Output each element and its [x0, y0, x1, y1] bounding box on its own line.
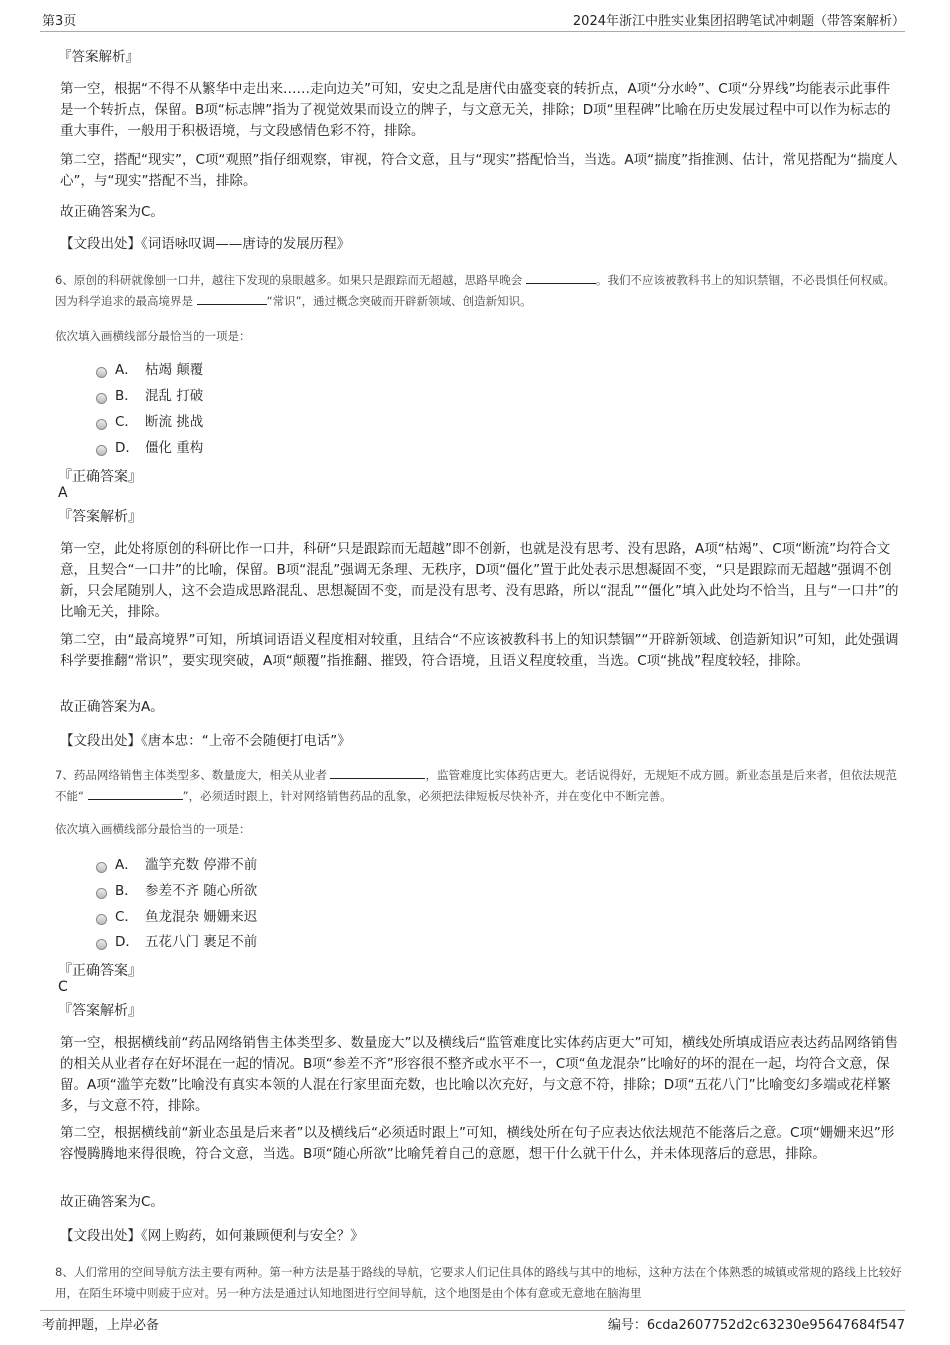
- blank-1: [526, 271, 596, 284]
- conclusion: 故正确答案为A。: [60, 699, 164, 715]
- analysis-paragraph: 第一空，根据“不得不从繁华中走出来……走向边关”可知，安史之乱是唐代由盛变衰的转折点，A项“分水岭”、C项“分界线”均能表示此事件是一个转折点，保留。B项“标志牌”指为了视觉效果而设立的牌子，与文意无关，排除；D项“里程碑”比喻在历史发展过程中可以作为标志的重大事件，一般用于积极语境，与文段感情色彩不符，排除。: [60, 81, 891, 139]
- blank-1: [330, 766, 425, 779]
- source: [60, 234, 900, 255]
- correct-answer: C: [58, 979, 68, 995]
- option-c[interactable]: C． 鱼龙混杂 姗姗来迟: [96, 907, 257, 927]
- analysis-paragraph: 第二空，根据横线前“新业态虽是后来者”以及横线后“必须适时跟上”可知，横线处所在句子应表达依法规范不能落后之意。C项“姗姗来迟”形容慢腾腾地来得很晚，符合文意，当选。B项“随心所欲”比喻凭着自己的意愿，想干什么就干什么，并未体现落后的意思，排除。: [60, 1125, 895, 1162]
- fill-prompt: 依次填入画横线部分最恰当的一项是：: [55, 329, 251, 343]
- question-7-text: 7、药品网络销售主体类型多、数量庞大，相关从业者 ，监管难度比实体药店更大。老话说得好，无规矩不成方圆。新业态虽是后来者，但依法规范不能“ ”，必须适时跟上，针对网络销售药品的乱象，必须把法律短板尽快补齐，并在变化中不断完善。: [55, 768, 897, 803]
- page-number: 第3页: [42, 14, 77, 29]
- radio-button[interactable]: [96, 939, 107, 950]
- radio-button[interactable]: [96, 914, 107, 925]
- analysis-label: 『答案解析』: [58, 49, 139, 65]
- source-label: 【文段出处】: [60, 1228, 141, 1244]
- analysis-label: 『答案解析』: [58, 1003, 142, 1019]
- analysis-paragraph: 第一空，根据横线前“药品网络销售主体类型多、数量庞大”以及横线后“监管难度比实体药店更大”可知，横线处所填成语应表达药品网络销售的相关从业者存在好坏混在一起的情况。B项“参差不齐”形容很不整齐或水平不一，C项“鱼龙混杂”比喻好的坏的混在一起，均符合文意，保留。A项“滥竽充数”比喻没有真实本领的人混在行家里面充数，也比喻以次充好，与文意不符，排除；D项“五花八门”比喻变幻多端或花样繁多，与文意不符，排除。: [60, 1035, 898, 1114]
- option-a[interactable]: A． 枯竭 颠覆: [96, 360, 203, 380]
- analysis-paragraph: 第二空，由“最高境界”可知，所填词语语义程度相对较重，且结合“不应该被教科书上的知识禁锢”“开辟新领域、创造新知识”可知，此处强调科学要推翻“常识”，要实现突破，A项“颠覆”指推翻、摧毁，符合语境，且语义程度较重，当选。C项“挑战”程度较轻，排除。: [60, 632, 899, 669]
- source-title: 《词语咏叹调——唐诗的发展历程》: [141, 236, 351, 252]
- correct-answer-label: 『正确答案』: [58, 469, 142, 485]
- header-divider: [40, 31, 905, 32]
- analysis-paragraph: 第一空，此处将原创的科研比作一口井，科研“只是跟踪而无超越”即不创新，也就是没有思考、没有思路，A项“枯竭”、C项“断流”均符合文意，且契合“一口井”的比喻，保留。B项“混乱”强调无条理、无秩序，D项“僵化”置于此处表示思想凝固不变，“只是跟踪而无超越”强调不创新，只会尾随别人，这不会造成思路混乱、思想凝固不变，而是没有思考、没有思路，所以“混乱”“僵化”填入此处均不恰当，且与“一口井”的比喻无关，排除。: [60, 541, 899, 620]
- option-d[interactable]: D． 僵化 重构: [96, 438, 203, 458]
- option-d[interactable]: D． 五花八门 裹足不前: [96, 932, 257, 952]
- radio-button[interactable]: [96, 367, 107, 378]
- conclusion: 故正确答案为C。: [60, 1194, 164, 1210]
- conclusion: 故正确答案为C。: [60, 204, 164, 220]
- source-label: 【文段出处】: [60, 236, 141, 252]
- correct-answer: A: [58, 485, 68, 501]
- question-6-text: 6、原创的科研就像刨一口井，越往下发现的泉眼越多。如果只是跟踪而无超越，思路早晚会 。我们不应该被教科书上的知识禁锢，不必畏惧任何权威。因为科学追求的最高境界是 “常识”，通过概念突破而开辟新领域、创造新知识。: [55, 273, 895, 308]
- correct-answer-label: 『正确答案』: [58, 963, 142, 979]
- option-a[interactable]: A． 滥竽充数 停滞不前: [96, 855, 257, 875]
- source-label: 【文段出处】: [60, 733, 141, 749]
- option-c[interactable]: C． 断流 挑战: [96, 412, 203, 432]
- option-b[interactable]: B． 参差不齐 随心所欲: [96, 881, 257, 901]
- radio-button[interactable]: [96, 862, 107, 873]
- document-id: 编号：6cda2607752d2c63230e95647684f547: [607, 1318, 905, 1333]
- radio-button[interactable]: [96, 419, 107, 430]
- footer-divider: [40, 1310, 905, 1311]
- blank-2: [197, 292, 267, 305]
- source-title: 《唐本忠：“上帝不会随便打电话”》: [141, 733, 351, 749]
- fill-prompt: 依次填入画横线部分最恰当的一项是：: [55, 822, 251, 836]
- source-title: 《网上购药，如何兼顾便利与安全？》: [141, 1228, 364, 1244]
- radio-button[interactable]: [96, 393, 107, 404]
- question-8-text: 8、人们常用的空间导航方法主要有两种。第一种方法是基于路线的导航，它要求人们记住具体的路线与其中的地标，这种方法在个体熟悉的城镇或常规的路线上比较好用，在陌生环境中则疲于应对。另一种方法是通过认知地图进行空间导航，这个地图是由个体有意或无意地在脑海里: [55, 1265, 902, 1300]
- radio-button[interactable]: [96, 888, 107, 899]
- source: [60, 731, 900, 752]
- source: [60, 1226, 900, 1247]
- analysis-label: 『答案解析』: [58, 509, 142, 525]
- footer-slogan: 考前押题，上岸必备: [42, 1318, 160, 1333]
- analysis-paragraph: 第二空，搭配“现实”，C项“观照”指仔细观察，审视，符合文意，且与“现实”搭配恰当，当选。A项“揣度”指推测、估计，常见搭配为“揣度人心”，与“现实”搭配不当，排除。: [60, 152, 898, 189]
- option-b[interactable]: B． 混乱 打破: [96, 386, 203, 406]
- document-title: 2024年浙江中胜实业集团招聘笔试冲刺题（带答案解析）: [572, 14, 905, 29]
- radio-button[interactable]: [96, 445, 107, 456]
- blank-2: [88, 787, 183, 800]
